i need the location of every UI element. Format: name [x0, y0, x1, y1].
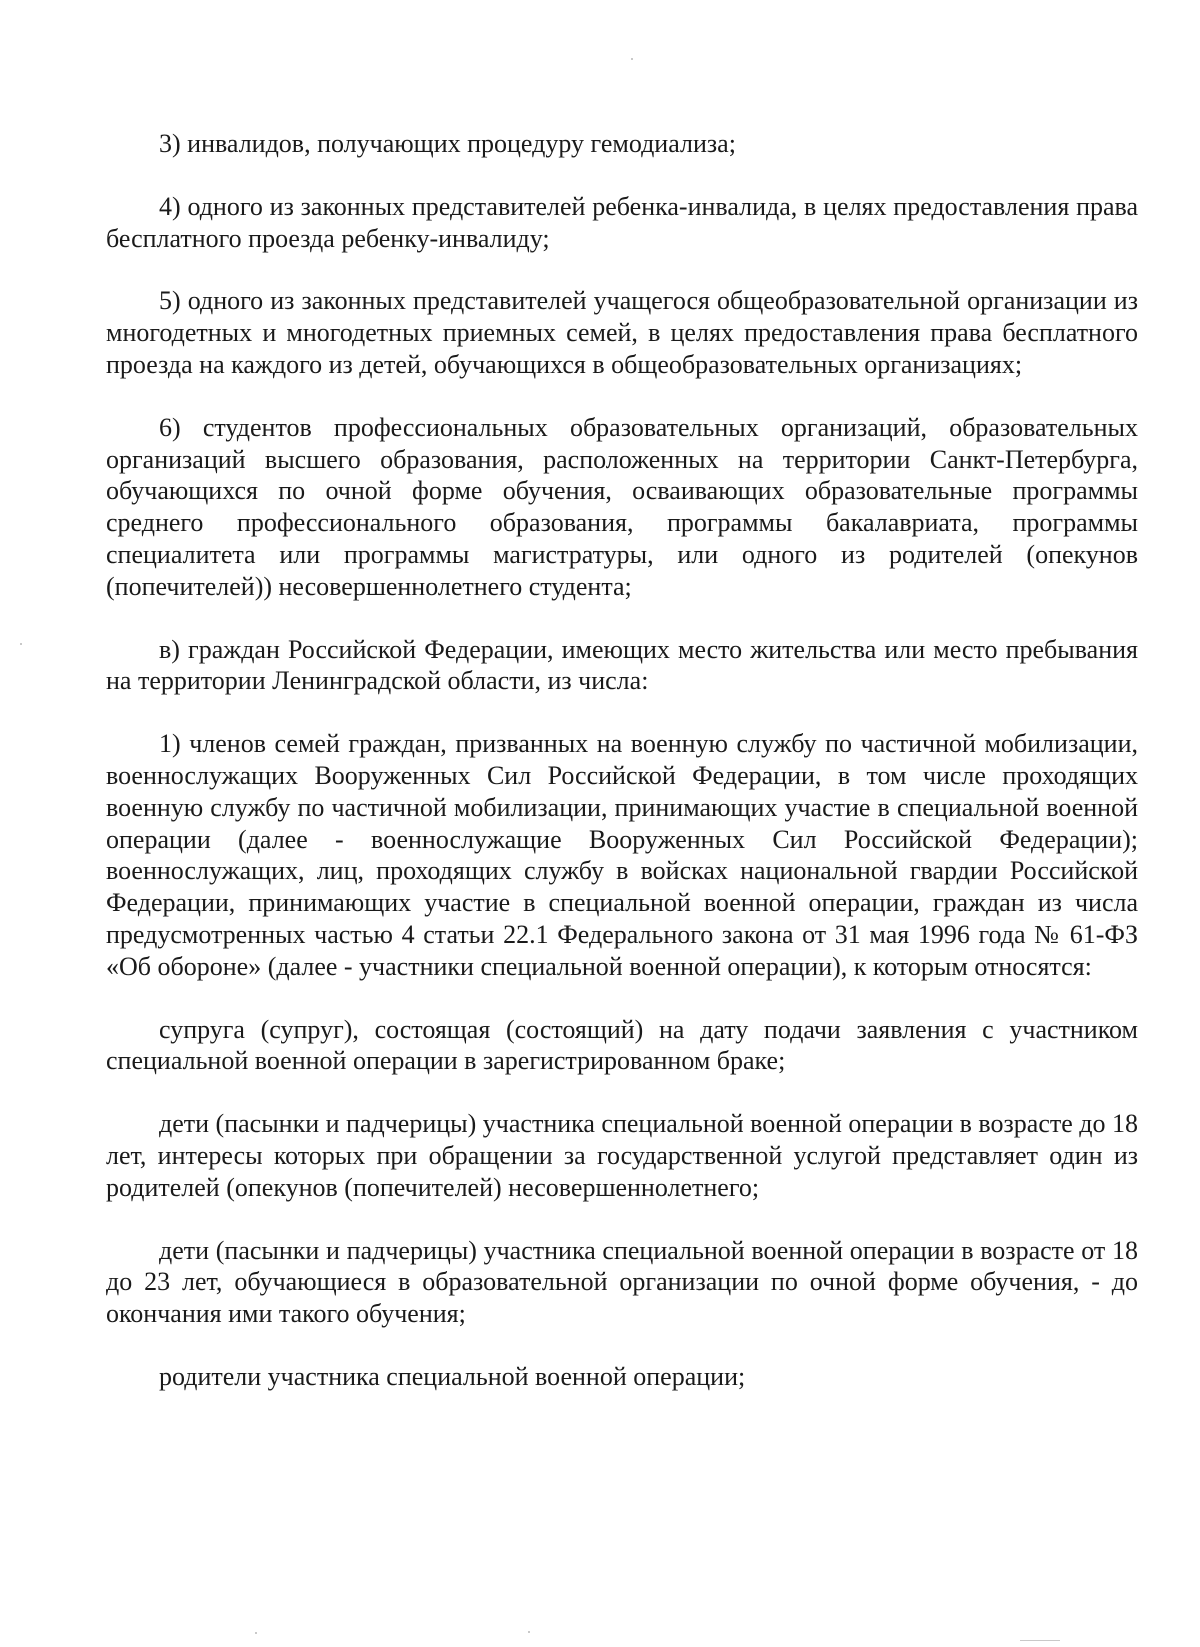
paragraph-spouse: супруга (супруг), состоящая (состоящий) на дату подачи заявления с участником специальной военной операции в зарегистрированном браке;: [106, 1014, 1138, 1076]
paragraph-subsection-v: в) граждан Российской Федерации, имеющих место жительства или место пребывания на территории Ленинградской области, из числа:: [106, 634, 1138, 696]
document-body: [106, 128, 1138, 1393]
scan-speck: [528, 1631, 530, 1633]
paragraph-parents: родители участника специальной военной операции;: [159, 1361, 746, 1391]
paragraph-item-3: 3) инвалидов, получающих процедуру гемодиализа;: [159, 129, 736, 158]
paragraph-item-6: 6) студентов профессиональных образовательных организаций, образовательных организаций высшего образования, расположенных на территории Санкт-Петербурга, обучающихся по очной форме обучения, осваивающих образовательные программы среднего профессионального образования, программы бакалавриата, программы специалитета или программы магистратуры, или одного из родителей (опекунов (попечителей)) несовершеннолетнего студента;: [106, 412, 1138, 601]
paragraph-item-4: 4) одного из законных представителей ребенка-инвалида, в целях предоставления права бесплатного проезда ребенку-инвалиду;: [106, 191, 1138, 253]
paragraph-item-5: 5) одного из законных представителей учащегося общеобразовательной организации из многодетных и многодетных приемных семей, в целях предоставления права бесплатного проезда на каждого из детей, обучающихся в общеобразовательных организациях;: [106, 286, 1138, 379]
scan-edge-line: [1020, 1640, 1060, 1641]
scan-speck: [255, 1632, 257, 1634]
paragraph-children-under-18: дети (пасынки и падчерицы) участника специальной военной операции в возрасте до 18 лет, интересы которых при обращении за государственной услугой представляет один из родителей (опекунов (попечителей) несовершеннолетнего;: [106, 1109, 1138, 1202]
scan-speck: [20, 643, 22, 645]
scan-speck: [631, 58, 633, 60]
paragraph-children-18-23: дети (пасынки и падчерицы) участника специальной военной операции в возрасте от 18 до 23 лет, обучающиеся в образовательной организации по очной форме обучения, - до окончания ими такого обучения;: [106, 1235, 1138, 1329]
paragraph-item-1-family-members: 1) членов семей граждан, призванных на военную службу по частичной мобилизации, военнослужащих Вооруженных Сил Российской Федерации, в том числе проходящих военную службу по частичной мобилизации, принимающих участие в специальной военной операции (далее - военнослужащие Вооруженных Сил Российской Федерации); военнослужащих, лиц, проходящих службу в войсках национальной гвардии Российской Федерации, принимающих участие в специальной военной операции, граждан из числа предусмотренных частью 4 статьи 22.1 Федерального закона от 31 мая 1996 года № 61-ФЗ «Об обороне» (далее - участники специальной военной операции), к которым относятся:: [106, 729, 1138, 981]
